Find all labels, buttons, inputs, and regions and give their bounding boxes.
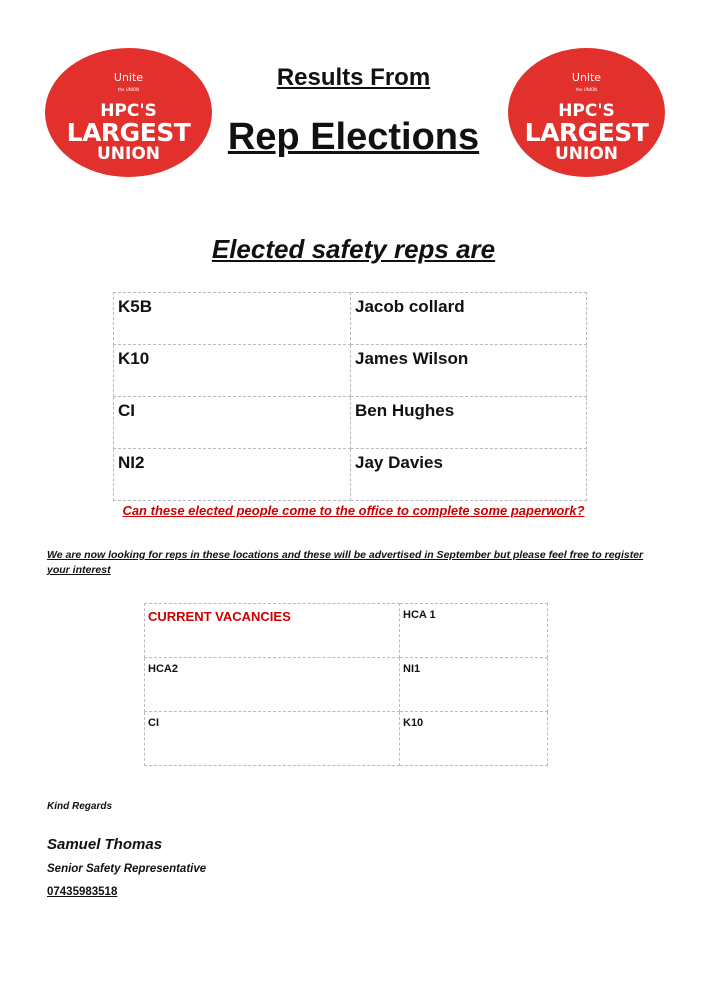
logo-brand: Unite — [113, 71, 144, 84]
signer-phone: 07435983518 — [47, 886, 118, 898]
vacancy-cell: HCA2 — [145, 658, 400, 712]
vacancy-cell: K10 — [400, 712, 548, 766]
logo-line2: LARGEST — [66, 118, 191, 147]
table-row — [114, 345, 587, 397]
logo-line1: HPC'S — [100, 101, 157, 121]
logo-brand-sub: the UNION — [117, 87, 140, 92]
vacancy-cell: HCA 1 — [400, 604, 548, 658]
rep-name: Jacob collard — [351, 293, 587, 345]
elected-heading: Elected safety reps are — [211, 234, 496, 264]
page-title: Rep Elections — [227, 116, 480, 158]
vacancy-cell: NI1 — [400, 658, 548, 712]
rep-name: James Wilson — [351, 345, 587, 397]
rep-name: Ben Hughes — [351, 397, 587, 449]
elected-reps-table — [113, 292, 587, 501]
vacancy-notice: We are now looking for reps in these locations and these will be advertised in September but please feel free to register your interest — [47, 549, 644, 576]
signer-role: Senior Safety Representative — [47, 863, 207, 875]
rep-location: K10 — [114, 345, 351, 397]
vacancies-table — [144, 603, 548, 766]
logo-line3: UNION — [96, 144, 161, 164]
rep-name: Jay Davies — [351, 449, 587, 501]
signer-name: Samuel Thomas — [47, 836, 163, 853]
vacancy-cell: CI — [145, 712, 400, 766]
rep-location: K5B — [114, 293, 351, 345]
logo-line1: HPC'S — [558, 101, 615, 121]
table-row — [145, 604, 548, 658]
logo-line3: UNION — [554, 144, 619, 164]
table-row — [114, 397, 587, 449]
table-row — [145, 712, 548, 766]
closing: Kind Regards — [47, 801, 113, 812]
table-row — [114, 449, 587, 501]
rep-location: NI2 — [114, 449, 351, 501]
table-row — [114, 293, 587, 345]
vacancies-heading: CURRENT VACANCIES — [145, 604, 400, 658]
table-row — [145, 658, 548, 712]
logo-brand: Unite — [571, 71, 602, 84]
paperwork-question: Can these elected people come to the office to complete some paperwork? — [122, 503, 585, 518]
page-subtitle: Results From — [276, 64, 431, 91]
rep-location: CI — [114, 397, 351, 449]
logo-brand-sub: the UNION — [575, 87, 598, 92]
logo-line2: LARGEST — [524, 118, 649, 147]
